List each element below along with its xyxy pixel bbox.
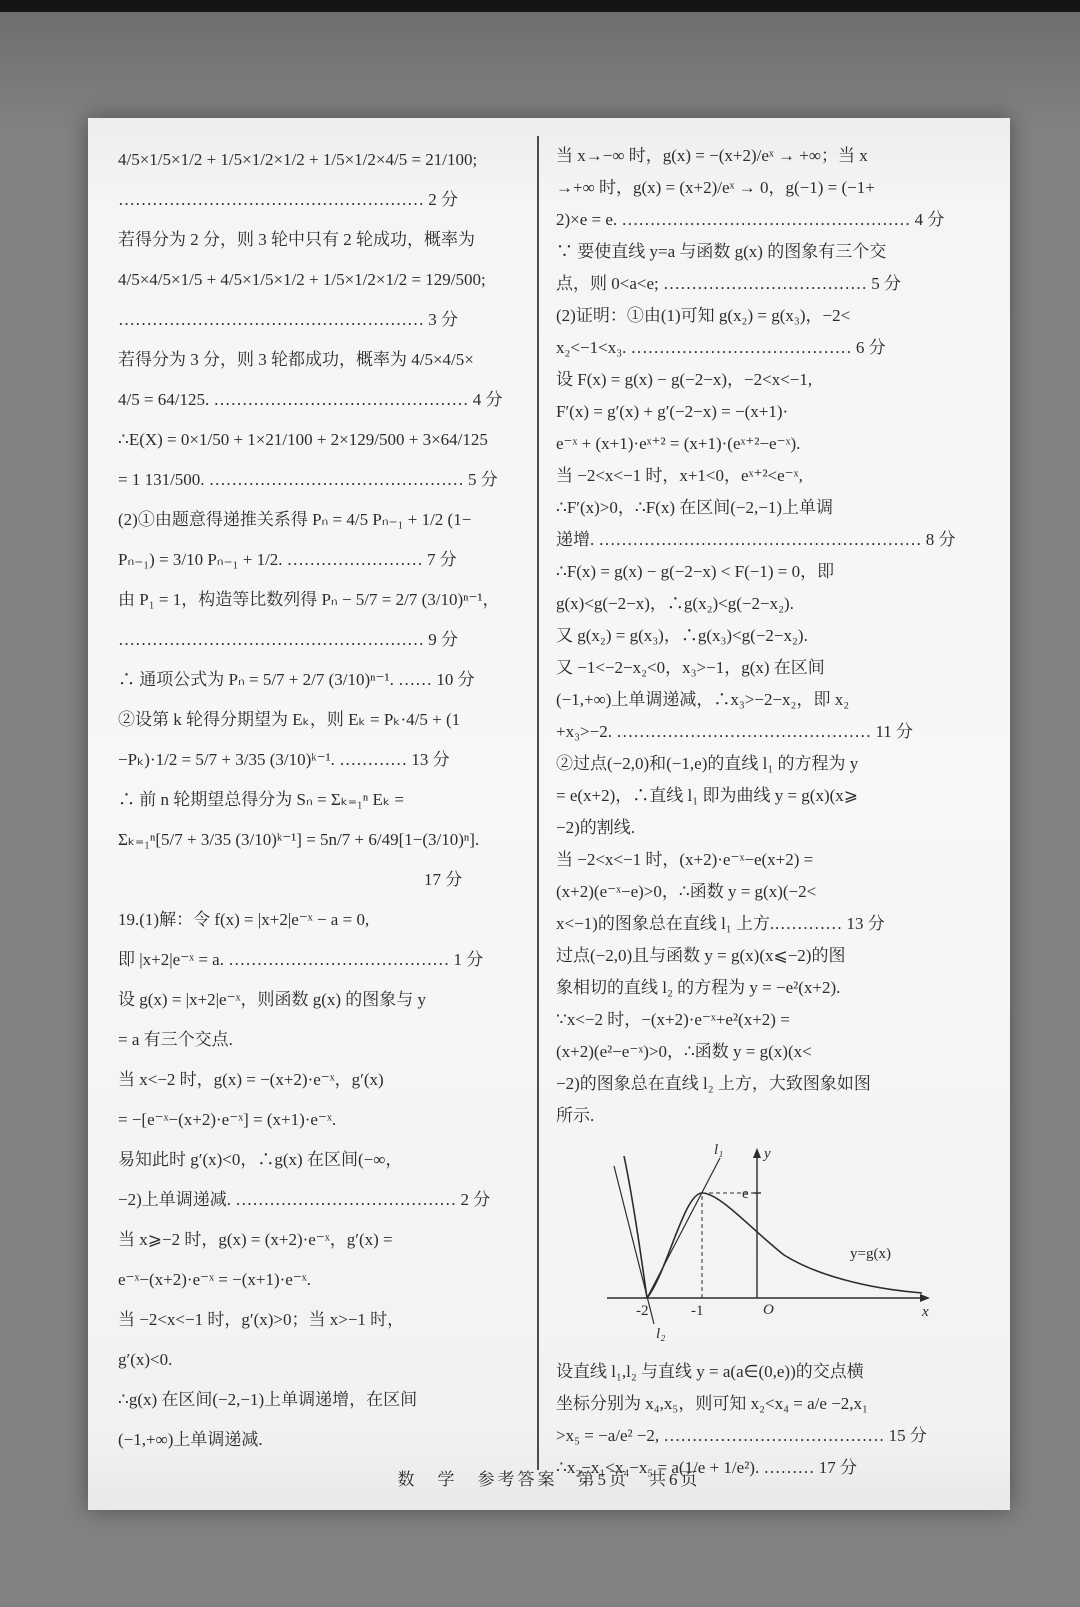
text-line: 若得分为 3 分，则 3 轮都成功，概率为 4/5×4/5×	[118, 350, 474, 369]
text-line: g(x)<g(−2−x)，∴g(x₂)<g(−2−x₂).	[556, 594, 794, 613]
text-line: 又 −1<−2−x₂<0，x₃>−1，g(x) 在区间	[556, 658, 825, 677]
text-line: −Pₖ)·1/2 = 5/7 + 3/35 (3/10)ᵏ⁻¹. ………… 13 分	[118, 750, 450, 769]
text-line: = a 有三个交点.	[118, 1030, 233, 1049]
text-line: (−1,+∞)上单调递减.	[118, 1430, 263, 1449]
page-footer: 数 学 参考答案 第5页 共6页	[397, 1470, 701, 1489]
text-line: 4/5×1/5×1/2 + 1/5×1/2×1/2 + 1/5×1/2×4/5 = 21/100;	[118, 150, 478, 169]
x-axis-label: x	[922, 1304, 929, 1320]
text-line: (x+2)(e²−e⁻ˣ)>0，∴函数 y = g(x)(x<	[556, 1042, 812, 1061]
line-l2	[614, 1166, 654, 1324]
text-line: 当 x<−2 时，g(x) = −(x+2)·e⁻ˣ，g′(x)	[118, 1070, 384, 1089]
minus1-label: -1	[691, 1303, 704, 1319]
text-line: 当 −2<x<−1 时，(x+2)·e⁻ˣ−e(x+2) =	[556, 850, 814, 869]
text-line: ∵x<−2 时，−(x+2)·e⁻ˣ+e²(x+2) =	[556, 1010, 790, 1029]
text-line: ……………………………………………… 9 分	[118, 630, 458, 649]
text-line: ……………………………………………… 3 分	[118, 310, 458, 329]
text-line: x₂<−1<x₃. ………………………………… 6 分	[556, 338, 886, 357]
y-axis-arrow	[753, 1148, 761, 1158]
text-line: +x₃>−2. ……………………………………… 11 分	[556, 722, 914, 741]
right-column-top-text	[556, 140, 998, 1132]
text-line: ∴F′(x)>0，∴F(x) 在区间(−2,−1)上单调	[556, 498, 833, 517]
text-line: 当 x→−∞ 时，g(x) = −(x+2)/eˣ → +∞；当 x	[556, 146, 868, 165]
text-line: 4/5×4/5×1/5 + 4/5×1/5×1/2 + 1/5×1/2×1/2 = 129/500;	[118, 270, 486, 289]
text-line: F′(x) = g′(x) + g′(−2−x) = −(x+1)·	[556, 402, 789, 421]
text-line: 4/5 = 64/125. ……………………………………… 4 分	[118, 390, 503, 409]
text-line: = −[e⁻ˣ−(x+2)·e⁻ˣ] = (x+1)·e⁻ˣ.	[118, 1110, 337, 1129]
text-line: ∴F(x) = g(x) − g(−2−x) < F(−1) = 0，即	[556, 562, 835, 581]
curve-left-branch	[624, 1156, 647, 1298]
text-line: 递增. ………………………………………………… 8 分	[556, 530, 956, 549]
text-line: 19.(1)解：令 f(x) = |x+2|e⁻ˣ − a = 0,	[118, 910, 370, 929]
text-line: 所示.	[556, 1106, 595, 1125]
text-line: 设 F(x) = g(x) − g(−2−x)，−2<x<−1,	[556, 370, 813, 389]
text-line: ∴ 前 n 轮期望总得分为 Sₙ = Σₖ₌₁ⁿ Eₖ =	[118, 790, 404, 809]
text-line: ②过点(−2,0)和(−1,e)的直线 l₁ 的方程为 y	[556, 754, 859, 773]
text-line: (−1,+∞)上单调递减，∴x₃>−2−x₂，即 x₂	[556, 690, 850, 709]
curve-equation-label: y=g(x)	[850, 1246, 891, 1262]
text-line: −2)上单调递减. ………………………………… 2 分	[118, 1190, 491, 1209]
text-line: ∴x₂−x₁<x₄−x₅ = a(1/e + 1/e²). ……… 17 分	[556, 1458, 857, 1477]
l1-label: l₁	[714, 1142, 724, 1158]
text-line: 设直线 l₁,l₂ 与直线 y = a(a∈(0,e))的交点横	[556, 1362, 864, 1381]
scan-shade	[0, 12, 1080, 132]
text-line: = e(x+2)，∴直线 l₁ 即为曲线 y = g(x)(x⩾	[556, 786, 859, 805]
text-line: Pₙ₋₁) = 3/10 Pₙ₋₁ + 1/2. …………………… 7 分	[118, 550, 457, 569]
y-axis-label: y	[764, 1146, 771, 1162]
text-line: (2)①由题意得递推关系得 Pₙ = 4/5 Pₙ₋₁ + 1/2 (1−	[118, 510, 472, 529]
text-line: 当 −2<x<−1 时，x+1<0，eˣ⁺²<e⁻ˣ,	[556, 466, 803, 485]
l2-label: l₂	[656, 1326, 666, 1342]
text-line: 即 |x+2|e⁻ˣ = a. ………………………………… 1 分	[118, 950, 484, 969]
text-line: 当 −2<x<−1 时，g′(x)>0；当 x>−1 时，	[118, 1310, 405, 1329]
x-axis-arrow	[920, 1294, 930, 1302]
text-line: 2)×e = e. …………………………………………… 4 分	[556, 210, 945, 229]
text-line: 过点(−2,0)且与函数 y = g(x)(x⩽−2)的图	[556, 946, 846, 965]
text-line: e⁻ˣ + (x+1)·eˣ⁺² = (x+1)·(eˣ⁺²−e⁻ˣ).	[556, 434, 801, 453]
text-line: →+∞ 时，g(x) = (x+2)/eˣ → 0，g(−1) = (−1+	[556, 178, 875, 197]
text-line: ∴E(X) = 0×1/50 + 1×21/100 + 2×129/500 + 3×64/125	[118, 430, 488, 449]
text-line: ∵ 要使直线 y=a 与函数 g(x) 的图象有三个交	[556, 242, 887, 261]
text-line: −2)的图象总在直线 l₂ 上方，大致图象如图	[556, 1074, 871, 1093]
function-graph	[592, 1138, 942, 1350]
text-line: 又 g(x₂) = g(x₃)，∴g(x₃)<g(−2−x₂).	[556, 626, 808, 645]
text-line: 17 分	[118, 870, 463, 889]
text-line: 点，则 0<a<e; ……………………………… 5 分	[556, 274, 901, 293]
line-l1	[647, 1158, 720, 1298]
text-line: e⁻ˣ−(x+2)·e⁻ˣ = −(x+1)·e⁻ˣ.	[118, 1270, 311, 1289]
text-line: 易知此时 g′(x)<0，∴g(x) 在区间(−∞，	[118, 1150, 403, 1169]
text-line: 由 P₁ = 1，构造等比数列得 Pₙ − 5/7 = 2/7 (3/10)ⁿ⁻¹，	[118, 590, 500, 609]
column-divider	[537, 136, 539, 1470]
text-line: 若得分为 2 分，则 3 轮中只有 2 轮成功，概率为	[118, 230, 475, 249]
text-line: −2)的割线.	[556, 818, 635, 837]
origin-label: O	[763, 1302, 774, 1318]
text-line: x<−1)的图象总在直线 l₁ 上方.………… 13 分	[556, 914, 885, 933]
text-line: Σₖ₌₁ⁿ[5/7 + 3/35 (3/10)ᵏ⁻¹] = 5n/7 + 6/49[1−(3/10)ⁿ].	[118, 830, 480, 849]
text-line: ∴ 通项公式为 Pₙ = 5/7 + 2/7 (3/10)ⁿ⁻¹. …… 10 分	[118, 670, 475, 689]
graph-svg	[592, 1138, 942, 1350]
text-line: (2)证明：①由(1)可知 g(x₂) = g(x₃)，−2<	[556, 306, 851, 325]
e-value-label: e	[742, 1186, 749, 1202]
text-line: g′(x)<0.	[118, 1350, 173, 1369]
text-line: >x₅ = −a/e² −2, ………………………………… 15 分	[556, 1426, 927, 1445]
text-line: 设 g(x) = |x+2|e⁻ˣ，则函数 g(x) 的图象与 y	[118, 990, 427, 1009]
scan-edge-strip	[0, 0, 1080, 12]
text-line: (x+2)(e⁻ˣ−e)>0，∴函数 y = g(x)(−2<	[556, 882, 817, 901]
minus2-label: -2	[636, 1303, 649, 1319]
text-line: = 1 131/500. ……………………………………… 5 分	[118, 470, 498, 489]
text-line: ∴g(x) 在区间(−2,−1)上单调递增，在区间	[118, 1390, 418, 1409]
document-page	[88, 118, 1010, 1510]
left-column	[118, 140, 530, 1460]
right-column	[556, 140, 998, 1484]
text-line: 坐标分别为 x₄,x₅，则可知 x₂<x₄ = a/e −2,x₁	[556, 1394, 868, 1413]
text-line: ②设第 k 轮得分期望为 Eₖ，则 Eₖ = Pₖ·4/5 + (1	[118, 710, 461, 729]
text-line: 象相切的直线 l₂ 的方程为 y = −e²(x+2).	[556, 978, 841, 997]
text-line: 当 x⩾−2 时，g(x) = (x+2)·e⁻ˣ，g′(x) =	[118, 1230, 393, 1249]
text-line: ……………………………………………… 2 分	[118, 190, 458, 209]
